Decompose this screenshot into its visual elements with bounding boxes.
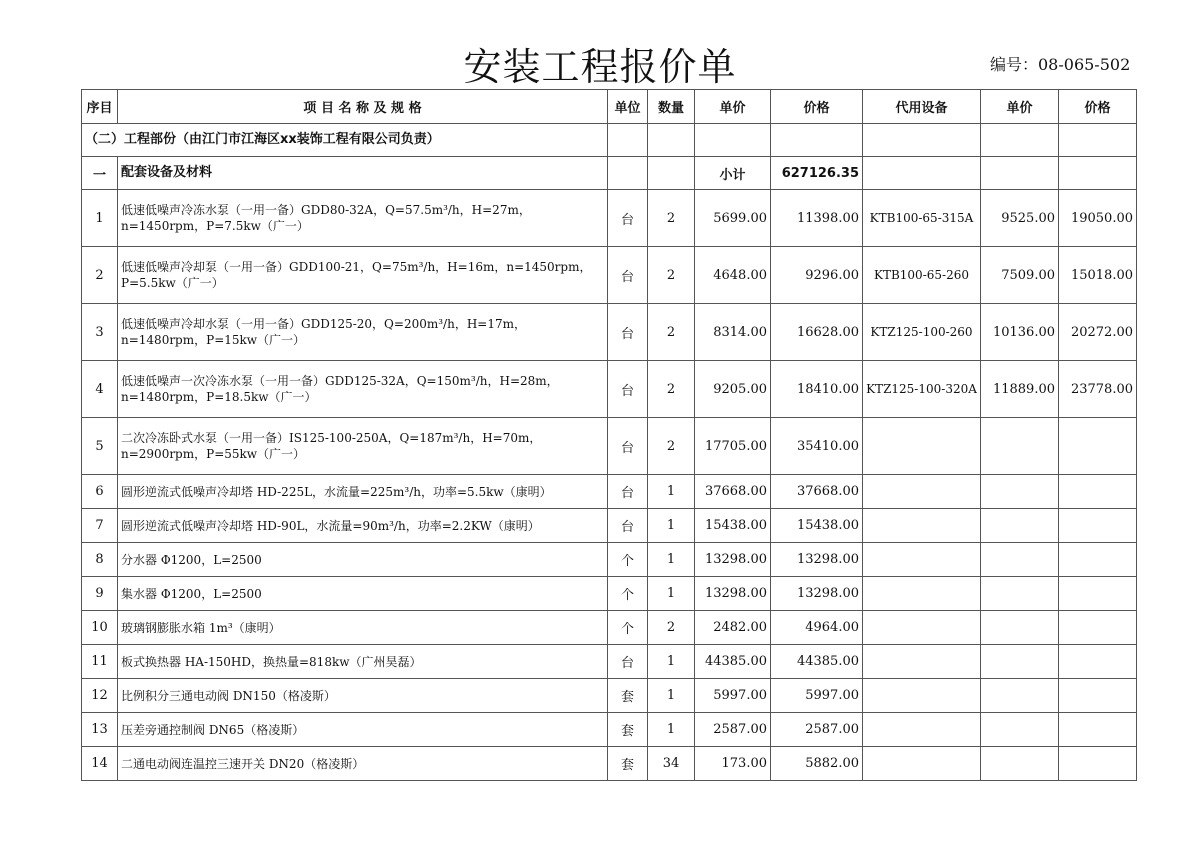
cell-name: 低速低噪声冷冻水泵（一用一备）GDD80-32A，Q=57.5m³/h，H=27m，n=1450rpm，P=7.5kw（广一）	[118, 190, 608, 247]
cell-alt-unit-price	[981, 543, 1059, 577]
cell-price: 5882.00	[771, 747, 863, 781]
cell-name: 板式换热器 HA-150HD，换热量=818kw（广州昊磊）	[118, 645, 608, 679]
cell-unit: 个	[608, 543, 648, 577]
cell-price: 44385.00	[771, 645, 863, 679]
cell-alt-price	[1059, 645, 1137, 679]
cell-unit: 个	[608, 611, 648, 645]
cell-unit-price: 9205.00	[695, 361, 771, 418]
col-header-price: 价格	[771, 90, 863, 124]
cell-alt-equipment	[863, 543, 981, 577]
cell-alt-unit-price	[981, 475, 1059, 509]
cell-name: 圆形逆流式低噪声冷却塔 HD-225L，水流量=225m³/h，功率=5.5kw（康明）	[118, 475, 608, 509]
cell-alt-price	[1059, 713, 1137, 747]
table-row	[82, 713, 1137, 747]
cell-unit-price: 2482.00	[695, 611, 771, 645]
cell-unit: 套	[608, 679, 648, 713]
cell-alt-unit-price: 9525.00	[981, 190, 1059, 247]
cell-seq: 1	[82, 190, 118, 247]
cell-unit: 台	[608, 475, 648, 509]
cell-price: 13298.00	[771, 543, 863, 577]
cell-qty: 34	[648, 747, 695, 781]
cell-qty: 2	[648, 361, 695, 418]
document-number: 编号：08-065-502	[990, 55, 1131, 74]
cell-qty: 1	[648, 509, 695, 543]
cell-alt-equipment	[863, 418, 981, 475]
cell-alt-unit-price	[981, 679, 1059, 713]
cell-name: 低速低噪声冷却泵（一用一备）GDD100-21，Q=75m³/h，H=16m，n=1450rpm，P=5.5kw（广一）	[118, 247, 608, 304]
cell-qty: 2	[648, 304, 695, 361]
cell-unit: 台	[608, 304, 648, 361]
cell-unit: 台	[608, 361, 648, 418]
cell-seq: 6	[82, 475, 118, 509]
cell-seq: 3	[82, 304, 118, 361]
cell-name: 集水器 Φ1200，L=2500	[118, 577, 608, 611]
table-row	[82, 361, 1137, 418]
table-row	[82, 418, 1137, 475]
cell-unit: 台	[608, 645, 648, 679]
cell-unit-price: 44385.00	[695, 645, 771, 679]
cell-seq: 8	[82, 543, 118, 577]
cell-name: 玻璃钢膨胀水箱 1m³（康明）	[118, 611, 608, 645]
table-row	[82, 611, 1137, 645]
cell-seq: 13	[82, 713, 118, 747]
subtotal-value: 627126.35	[771, 157, 863, 190]
cell-alt-equipment	[863, 509, 981, 543]
cell-price: 18410.00	[771, 361, 863, 418]
cell-alt-price	[1059, 611, 1137, 645]
cell-name: 二通电动阀连温控三速开关 DN20（格凌斯）	[118, 747, 608, 781]
cell-unit-price: 37668.00	[695, 475, 771, 509]
cell-unit-price: 4648.00	[695, 247, 771, 304]
cell-unit-price: 17705.00	[695, 418, 771, 475]
cell-seq: 2	[82, 247, 118, 304]
section-label: （二）工程部份（由江门市江海区xx装饰工程有限公司负责）	[82, 124, 608, 157]
subsection-name: 配套设备及材料	[118, 157, 608, 190]
subsection-seq: 一	[82, 157, 118, 190]
cell-name: 圆形逆流式低噪声冷却塔 HD-90L，水流量=90m³/h，功率=2.2KW（康明）	[118, 509, 608, 543]
cell-seq: 5	[82, 418, 118, 475]
cell-qty: 2	[648, 190, 695, 247]
quotation-table	[81, 89, 1137, 781]
cell-unit-price: 15438.00	[695, 509, 771, 543]
table-row	[82, 577, 1137, 611]
cell-alt-price: 20272.00	[1059, 304, 1137, 361]
cell-alt-unit-price	[981, 577, 1059, 611]
cell-alt-price	[1059, 509, 1137, 543]
cell-unit: 个	[608, 577, 648, 611]
cell-alt-price	[1059, 475, 1137, 509]
cell-alt-equipment	[863, 679, 981, 713]
cell-alt-equipment	[863, 475, 981, 509]
col-header-qty: 数量	[648, 90, 695, 124]
col-header-alt-equipment: 代用设备	[863, 90, 981, 124]
cell-unit-price: 5997.00	[695, 679, 771, 713]
col-header-name: 项 目 名 称 及 规 格	[118, 90, 608, 124]
cell-unit: 台	[608, 418, 648, 475]
col-header-unit: 单位	[608, 90, 648, 124]
cell-alt-equipment	[863, 713, 981, 747]
page-title: 安装工程报价单	[463, 45, 737, 89]
cell-unit-price: 13298.00	[695, 577, 771, 611]
table-row	[82, 679, 1137, 713]
cell-alt-equipment	[863, 747, 981, 781]
cell-alt-equipment: KTZ125-100-260	[863, 304, 981, 361]
cell-price: 16628.00	[771, 304, 863, 361]
cell-alt-price	[1059, 577, 1137, 611]
cell-price: 5997.00	[771, 679, 863, 713]
cell-price: 4964.00	[771, 611, 863, 645]
cell-alt-unit-price	[981, 509, 1059, 543]
cell-unit: 台	[608, 247, 648, 304]
cell-alt-unit-price: 10136.00	[981, 304, 1059, 361]
cell-seq: 9	[82, 577, 118, 611]
cell-price: 9296.00	[771, 247, 863, 304]
subsection-row	[82, 157, 1137, 190]
cell-price: 15438.00	[771, 509, 863, 543]
cell-alt-equipment: KTB100-65-315A	[863, 190, 981, 247]
cell-unit: 套	[608, 747, 648, 781]
cell-alt-unit-price	[981, 713, 1059, 747]
cell-qty: 1	[648, 475, 695, 509]
cell-alt-unit-price	[981, 611, 1059, 645]
cell-alt-price	[1059, 418, 1137, 475]
cell-qty: 2	[648, 418, 695, 475]
cell-unit: 台	[608, 190, 648, 247]
cell-price: 11398.00	[771, 190, 863, 247]
cell-alt-price: 15018.00	[1059, 247, 1137, 304]
cell-alt-unit-price: 7509.00	[981, 247, 1059, 304]
cell-name: 低速低噪声一次冷冻水泵（一用一备）GDD125-32A，Q=150m³/h，H=28m，n=1480rpm，P=18.5kw（广一）	[118, 361, 608, 418]
cell-seq: 14	[82, 747, 118, 781]
cell-alt-price	[1059, 543, 1137, 577]
cell-name: 分水器 Φ1200，L=2500	[118, 543, 608, 577]
cell-price: 2587.00	[771, 713, 863, 747]
cell-alt-unit-price: 11889.00	[981, 361, 1059, 418]
table-row	[82, 247, 1137, 304]
cell-name: 低速低噪声冷却水泵（一用一备）GDD125-20，Q=200m³/h，H=17m，n=1480rpm，P=15kw（广一）	[118, 304, 608, 361]
cell-unit-price: 173.00	[695, 747, 771, 781]
cell-alt-unit-price	[981, 418, 1059, 475]
cell-unit-price: 13298.00	[695, 543, 771, 577]
table-header-row	[82, 90, 1137, 124]
table-row	[82, 509, 1137, 543]
subtotal-label: 小计	[695, 157, 771, 190]
table-row	[82, 475, 1137, 509]
cell-alt-price: 19050.00	[1059, 190, 1137, 247]
cell-unit-price: 2587.00	[695, 713, 771, 747]
cell-alt-equipment	[863, 611, 981, 645]
cell-alt-unit-price	[981, 747, 1059, 781]
col-header-seq: 序目	[82, 90, 118, 124]
cell-alt-price	[1059, 679, 1137, 713]
cell-unit: 台	[608, 509, 648, 543]
col-header-alt-price: 价格	[1059, 90, 1137, 124]
cell-alt-price: 23778.00	[1059, 361, 1137, 418]
cell-alt-equipment: KTB100-65-260	[863, 247, 981, 304]
cell-qty: 1	[648, 679, 695, 713]
cell-price: 13298.00	[771, 577, 863, 611]
cell-price: 35410.00	[771, 418, 863, 475]
cell-seq: 11	[82, 645, 118, 679]
cell-name: 压差旁通控制阀 DN65（格凌斯）	[118, 713, 608, 747]
cell-qty: 2	[648, 247, 695, 304]
cell-unit: 套	[608, 713, 648, 747]
cell-price: 37668.00	[771, 475, 863, 509]
cell-seq: 12	[82, 679, 118, 713]
cell-qty: 2	[648, 611, 695, 645]
table-row	[82, 543, 1137, 577]
cell-name: 比例积分三通电动阀 DN150（格凌斯）	[118, 679, 608, 713]
cell-name: 二次冷冻卧式水泵（一用一备）IS125-100-250A，Q=187m³/h，H=70m，n=2900rpm，P=55kw（广一）	[118, 418, 608, 475]
cell-qty: 1	[648, 577, 695, 611]
cell-seq: 10	[82, 611, 118, 645]
cell-seq: 7	[82, 509, 118, 543]
cell-qty: 1	[648, 645, 695, 679]
cell-unit-price: 5699.00	[695, 190, 771, 247]
cell-alt-unit-price	[981, 645, 1059, 679]
cell-alt-equipment: KTZ125-100-320A	[863, 361, 981, 418]
table-row	[82, 304, 1137, 361]
cell-qty: 1	[648, 713, 695, 747]
cell-alt-equipment	[863, 577, 981, 611]
table-row	[82, 190, 1137, 247]
col-header-unit-price: 单价	[695, 90, 771, 124]
cell-seq: 4	[82, 361, 118, 418]
table-row	[82, 747, 1137, 781]
cell-alt-price	[1059, 747, 1137, 781]
cell-unit-price: 8314.00	[695, 304, 771, 361]
cell-qty: 1	[648, 543, 695, 577]
cell-alt-equipment	[863, 645, 981, 679]
section-row	[82, 124, 1137, 157]
col-header-alt-unit-price: 单价	[981, 90, 1059, 124]
table-row	[82, 645, 1137, 679]
